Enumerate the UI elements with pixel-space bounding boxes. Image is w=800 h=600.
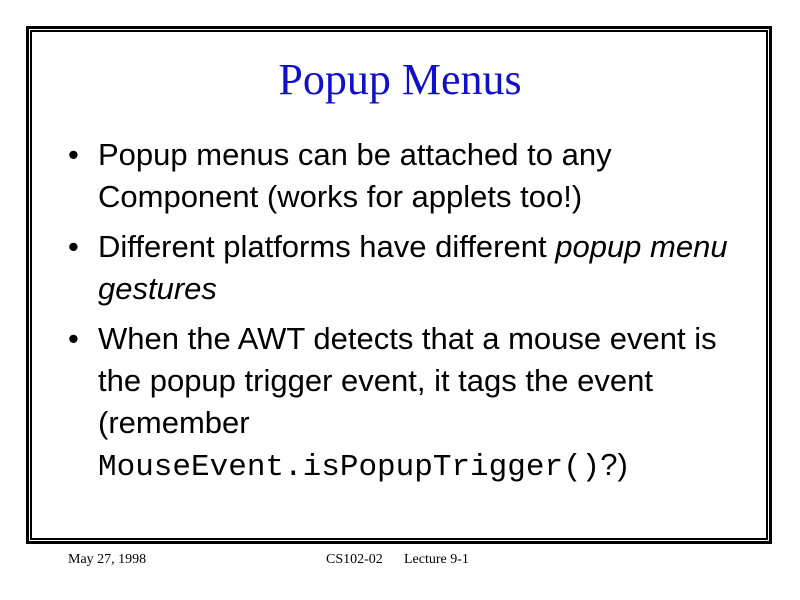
bullet-marker: • xyxy=(68,137,79,172)
slide-title: Popup Menus xyxy=(278,55,522,104)
bullet-marker: • xyxy=(68,321,79,356)
bullet-marker: • xyxy=(68,229,79,264)
footer-date: May 27, 1998 xyxy=(68,552,147,567)
bullet-text: Popup menus can be attached to any Component (works for applets too!) xyxy=(98,137,612,214)
footer-course: CS102-02 xyxy=(326,552,383,567)
bullet-code-text: MouseEvent.isPopupTrigger() xyxy=(98,450,601,485)
bullet-item-1 xyxy=(62,134,752,218)
footer-lecture: Lecture 9-1 xyxy=(404,552,469,567)
bullet-text: Different platforms have different xyxy=(98,229,556,264)
bullet-item-3 xyxy=(62,318,752,489)
bullet-text: When the AWT detects that a mouse event is the popup trigger event, it tags the event (remember xyxy=(98,321,717,440)
bullet-text-after: ?) xyxy=(600,447,628,482)
bullet-item-2 xyxy=(62,226,752,310)
bullet-list xyxy=(62,134,752,497)
bullet-italic-text: popup menu gestures xyxy=(98,229,728,306)
